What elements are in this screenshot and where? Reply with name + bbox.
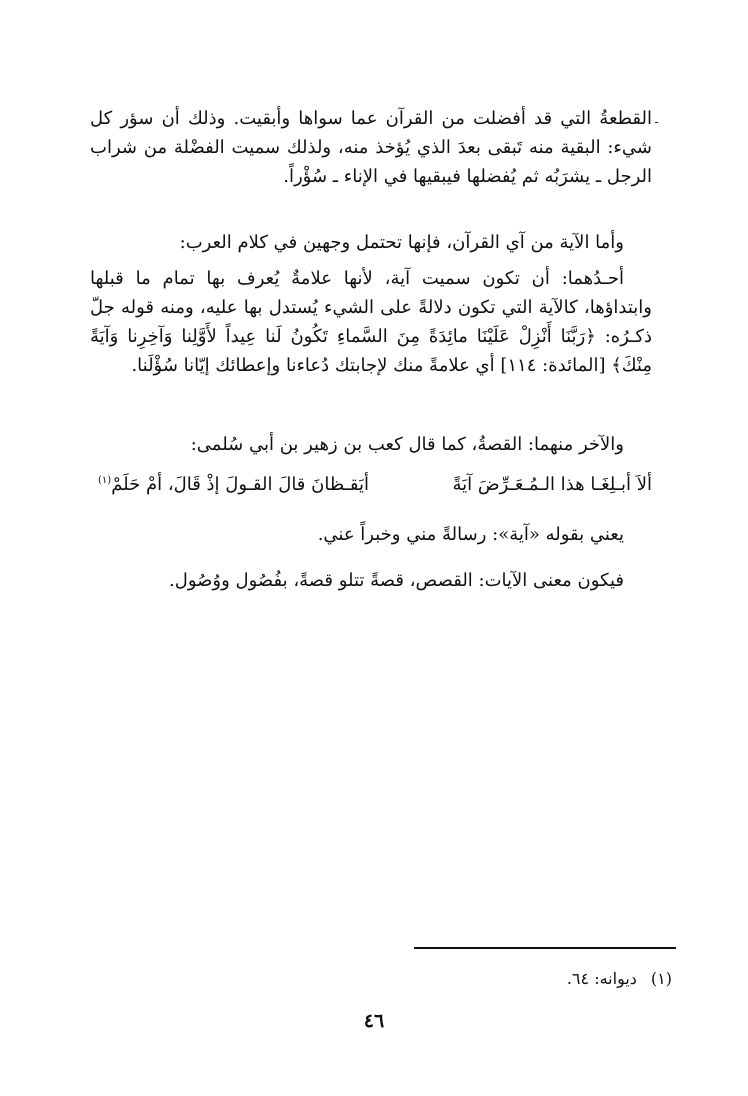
margin-mark: ـ: [655, 115, 658, 126]
paragraph-second-meaning: والآخر منهما: القصةُ، كما قال كعب بن زهير بن أبي سُلمى:: [190, 434, 624, 455]
paragraph-verse-explanation: يعني بقوله «آية»: رسالةً مني وخبراً عني.: [317, 524, 624, 545]
verse-first-hemistich: ألاَ أبـلِغَـا هذا الـمُـعَـرِّضَ آيَةً: [452, 474, 652, 495]
footnote-divider: [414, 947, 676, 949]
paragraph-conclusion: فيكون معنى الآيات: القصص، قصةً تتلو قصةً، بفُصُول ووُصُول.: [169, 570, 624, 591]
poetry-verse: [90, 470, 652, 500]
footnote-text: ديوانه: ٦٤.: [566, 969, 637, 988]
footnote-reference[interactable]: (١): [98, 475, 112, 486]
footnote: [567, 968, 672, 990]
paragraph-first-meaning: أحـدُهما: أن تكون سميت آية، لأنها علامةٌ يُعرف بها تمام ما قبلها وابتداؤها، كالآية التي تكون دلالةً على الشيء يُستدل بها عليه، ومنه قوله جلّ ذكـرُه: ﴿رَبَّنَا أَنْزِلْ عَلَيْنَا مائِدَةً مِنَ السَّماءِ تَكُونُ لَنا عِيداً لأَوَّلِنا وَآخِرِنا وَآيَةً مِنْكَ﴾ [المائدة: ١١٤] أي علامةً منك لإجابتك دُعاءنا وإعطائك إيّانا سُؤْلَنا.: [90, 268, 652, 376]
footnote-number: (١): [650, 969, 672, 988]
verse-second-hemistich-wrap: [98, 470, 369, 499]
paragraph-sur-definition: القطعةُ التي قد أفضلت من القرآن عما سواها وأبقيت. وذلك أن سؤر كل شيء: البقية منه تَبقى بعدَ الذي يُؤخذ منه، ولذلك سميت الفضْلة من شراب الرجل ـ يشرَبُه ثم يُفضلها فيبقيها في الإناء ـ سُؤْراً.: [90, 108, 652, 187]
verse-second-hemistich: أيَقـظانَ قالَ القـولَ إذْ قَالَ، أمْ حَلَمْ: [111, 474, 369, 495]
paragraph-ayah-intro: وأما الآية من آي القرآن، فإنها تحتمل وجهين في كلام العرب:: [179, 232, 624, 253]
page-number: ٤٦: [363, 1010, 385, 1032]
